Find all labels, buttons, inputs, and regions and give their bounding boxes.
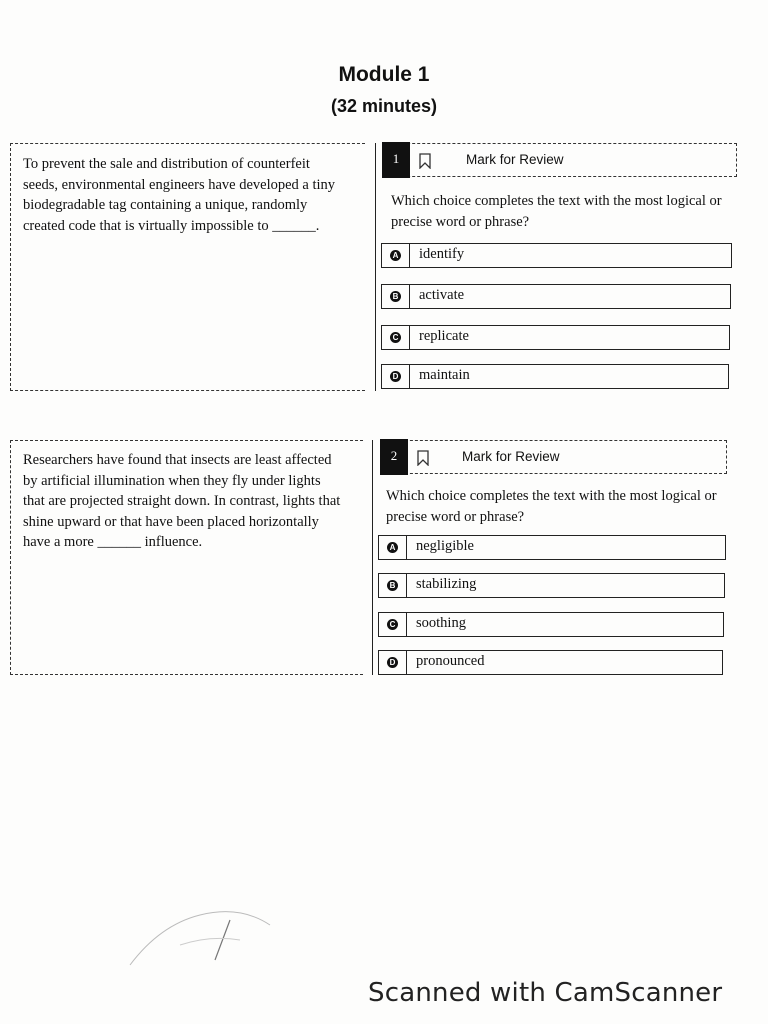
passage-text-2: Researchers have found that insects are least affected by artificial illumination when they fly under lights that are projected straight down. In contrast, lights that shine upward or that have been placed horizontally have a more ______ influence. [23,452,341,550]
option-letter: C [390,332,401,343]
mark-for-review-button[interactable]: Mark for Review [462,449,560,464]
option-b-2[interactable] [378,573,725,598]
option-letter: A [390,250,401,261]
option-text: soothing [416,615,466,631]
scan-artifact [120,895,320,975]
option-text: stabilizing [416,576,477,592]
option-letter: A [387,542,398,553]
option-text: negligible [416,538,474,554]
passage-box-2 [10,440,363,675]
question-prompt-1: Which choice completes the text with the most logical or precise word or phrase? [391,193,722,230]
option-text: replicate [419,328,469,344]
bookmark-icon[interactable] [416,450,430,466]
option-c-2[interactable] [378,612,724,637]
option-text: maintain [419,367,470,383]
option-a-2[interactable] [378,535,726,560]
option-c-1[interactable] [381,325,730,350]
option-b-1[interactable] [381,284,731,309]
option-a-1[interactable] [381,243,732,268]
option-text: activate [419,287,465,303]
page-title: Module 1 [338,63,430,86]
passage-box-1 [10,143,365,391]
column-divider-2 [372,440,373,675]
column-divider-1 [375,143,376,391]
question-header-2 [380,440,727,474]
question-number-1: 1 [382,142,410,178]
bookmark-icon[interactable] [418,153,432,169]
option-letter: D [387,657,398,668]
option-letter: B [387,580,398,591]
option-d-2[interactable] [378,650,723,675]
option-d-1[interactable] [381,364,729,389]
question-header-1 [382,143,737,177]
option-text: pronounced [416,653,485,669]
time-limit: (32 minutes) [330,96,438,116]
mark-for-review-button[interactable]: Mark for Review [466,152,564,167]
option-letter: D [390,371,401,382]
question-prompt-2: Which choice completes the text with the most logical or precise word or phrase? [386,488,717,525]
scanner-watermark: Scanned with CamScanner [368,978,723,1008]
passage-text-1: To prevent the sale and distribution of counterfeit seeds, environmental engineers have developed a tiny biodegradable tag containing a unique, randomly created code that is virtually impossible to ______. [23,156,336,234]
option-text: identify [419,246,465,262]
question-number-2: 2 [380,439,408,475]
option-letter: C [387,619,398,630]
option-letter: B [390,291,401,302]
